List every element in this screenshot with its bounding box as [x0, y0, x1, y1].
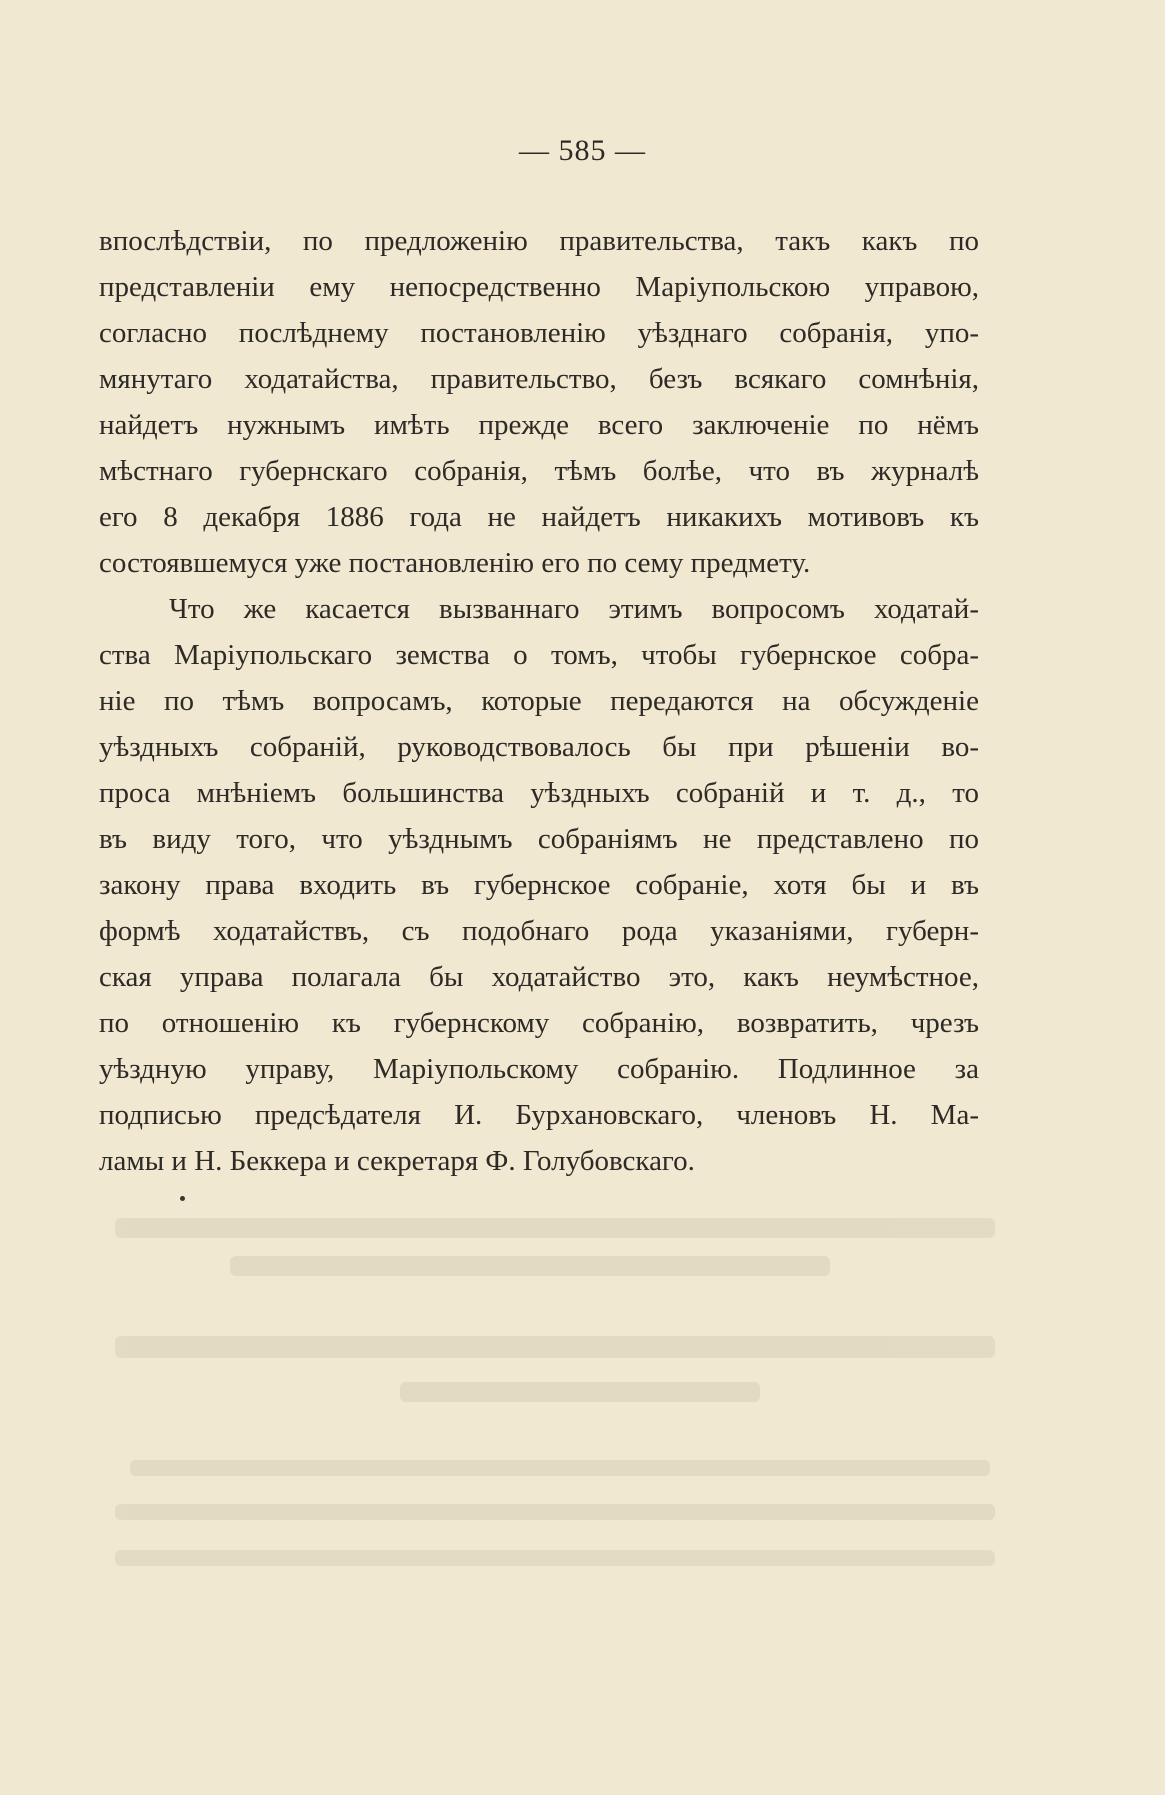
text-line: закону права входить въ губернское собраніе, хотя бы и въ: [99, 869, 979, 901]
text-line: по отношенію къ губернскому собранію, возвратить, чрезъ: [99, 1007, 979, 1039]
text-line: мѣстнаго губернскаго собранія, тѣмъ болѣе, что въ журналѣ: [99, 455, 979, 487]
text-line: подписью предсѣдателя И. Бурхановскаго, членовъ Н. Ма-: [99, 1099, 979, 1131]
text-line: состоявшемуся уже постановленію его по сему предмету.: [99, 547, 811, 579]
text-line: ства Маріупольскаго земства о томъ, чтобы губернское собра-: [99, 639, 979, 671]
text-line: мянутаго ходатайства, правительство, безъ всякаго сомнѣнія,: [99, 363, 979, 395]
paragraph-1: [99, 218, 979, 586]
text-line: проса мнѣніемъ большинства уѣздныхъ собраній и т. д., то: [99, 777, 979, 809]
text-line: ніе по тѣмъ вопросамъ, которые передаются на обсужденіе: [99, 685, 979, 717]
text-line: въ виду того, что уѣзднымъ собраніямъ не представлено по: [99, 823, 979, 855]
text-line: ская управа полагала бы ходатайство это, какъ неумѣстное,: [99, 961, 979, 993]
text-line: найдетъ нужнымъ имѣть прежде всего заключеніе по нёмъ: [99, 409, 979, 441]
text-line: Что же касается вызваннаго этимъ вопросомъ ходатай-: [169, 593, 979, 625]
text-line: уѣздную управу, Маріупольскому собранію. Подлинное за: [99, 1053, 979, 1085]
text-line: ламы и Н. Беккера и секретаря Ф. Голубовскаго.: [99, 1145, 695, 1177]
page-number: — 585 —: [519, 134, 646, 167]
text-line: его 8 декабря 1886 года не найдетъ никакихъ мотивовъ къ: [99, 501, 979, 533]
text-line: впослѣдствіи, по предложенію правительства, такъ какъ по: [99, 225, 979, 257]
body-text: [99, 218, 979, 1184]
text-line: согласно послѣднему постановленію уѣзднаго собранія, упо-: [99, 317, 979, 349]
text-line: формѣ ходатайствъ, съ подобнаго рода указаніями, губерн-: [99, 915, 979, 947]
ink-dot: [180, 1196, 185, 1201]
text-line: представленіи ему непосредственно Маріупольскою управою,: [99, 271, 979, 303]
paragraph-2: [99, 586, 979, 1184]
text-line: уѣздныхъ собраній, руководствовалось бы при рѣшеніи во-: [99, 731, 979, 763]
